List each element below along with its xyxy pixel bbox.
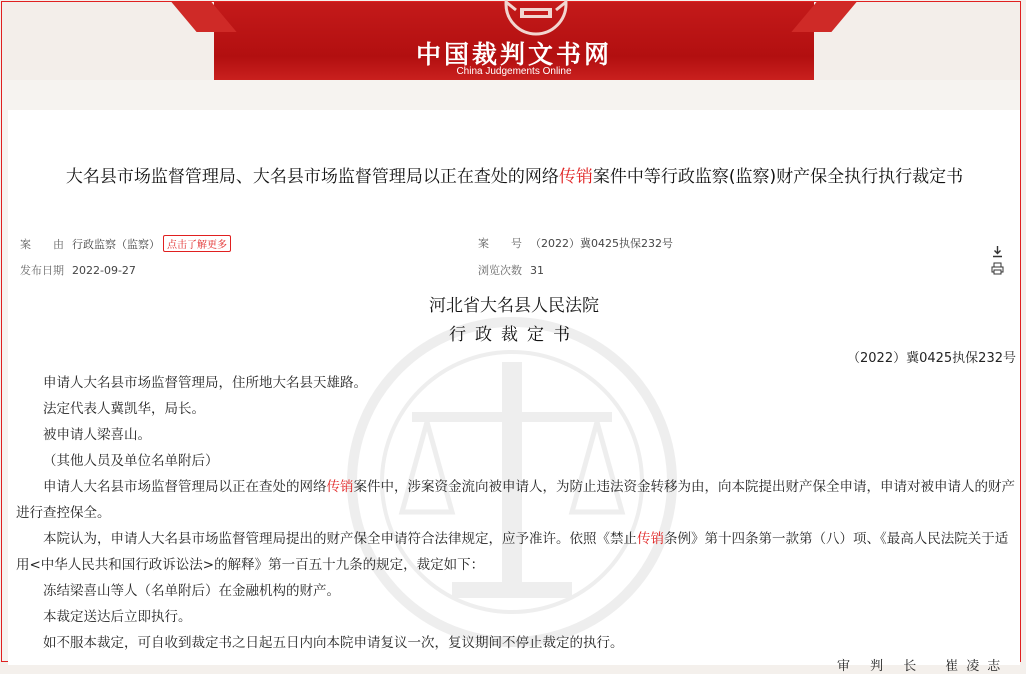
site-title[interactable]: 中国裁判文书网 [415,40,612,69]
doc-toolbar [987,245,1020,279]
meta-cause-label: 案 由 [20,238,64,251]
meta-case-no [478,235,673,251]
document-title: 大名县市场监督管理局、大名县市场监督管理局以正在查处的网络传销案件中等行政监察(监察)财产保全执行执行裁定书 [65,167,964,187]
meta-views-value: 31 [530,264,544,277]
paragraph-appeal: 如不服本裁定，可自收到裁定书之日起五日内向本院申请复议一次，复议期间不停止裁定的执行。 [43,635,624,651]
meta-case-no-value: （2022）冀0425执保232号 [530,237,673,250]
page-frame [1,1,1021,674]
case-number: （2022）冀0425执保232号 [847,351,1016,366]
paragraph-ruling: 冻结梁喜山等人（名单附后）在金融机构的财产。 [43,583,340,599]
paragraph-respondent: 被申请人梁喜山。 [43,427,151,443]
meta-cause [20,235,231,252]
meta-publish-date [20,262,136,278]
paragraph-legal-rep: 法定代表人冀凯华，局长。 [43,401,205,417]
download-icon[interactable] [991,246,1004,262]
meta-case-no-label: 案 号 [478,237,522,250]
meta-publish-label: 发布日期 [20,264,64,277]
paragraph-others: （其他人员及单位名单附后） [43,453,219,469]
meta-views-label: 浏览次数 [478,264,522,277]
paragraph-effect: 本裁定送达后立即执行。 [43,609,192,625]
signature-line: 审 判 长 崔凌志 [837,659,1009,674]
meta-views [478,262,544,278]
header-red-band [214,2,814,80]
paragraph-applicant: 申请人大名县市场监督管理局，住所地大名县天雄路。 [43,375,367,391]
site-subtitle: China Judgements Online [456,66,572,77]
court-name: 河北省大名县人民法院 [429,296,599,316]
paragraph-facts: 申请人大名县市场监督管理局以正在查处的网络传销案件中，涉案资金流向被申请人，为防止违法资金转移为由，向本院提出财产保全申请，申请对被申请人的财产进行查控保全。 [16,479,1015,521]
document-body [16,370,1020,656]
document-type: 行政裁定书 [449,325,579,345]
meta-publish-value: 2022-09-27 [72,264,136,277]
meta-cause-value: 行政监察（监察） [72,238,160,251]
cause-more-link[interactable]: 点击了解更多 [163,235,231,252]
court-emblem-icon [492,0,580,32]
header-banner [2,2,1020,80]
paragraph-reasoning: 本院认为，申请人大名县市场监督管理局提出的财产保全申请符合法律规定，应予准许。依照《禁止传销条例》第十四条第一款第（八）项、《最高人民法院关于适用<中华人民共和国行政诉讼法>的解释》第一百五十九条的规定，裁定如下： [16,531,1009,573]
print-icon[interactable] [991,263,1004,279]
